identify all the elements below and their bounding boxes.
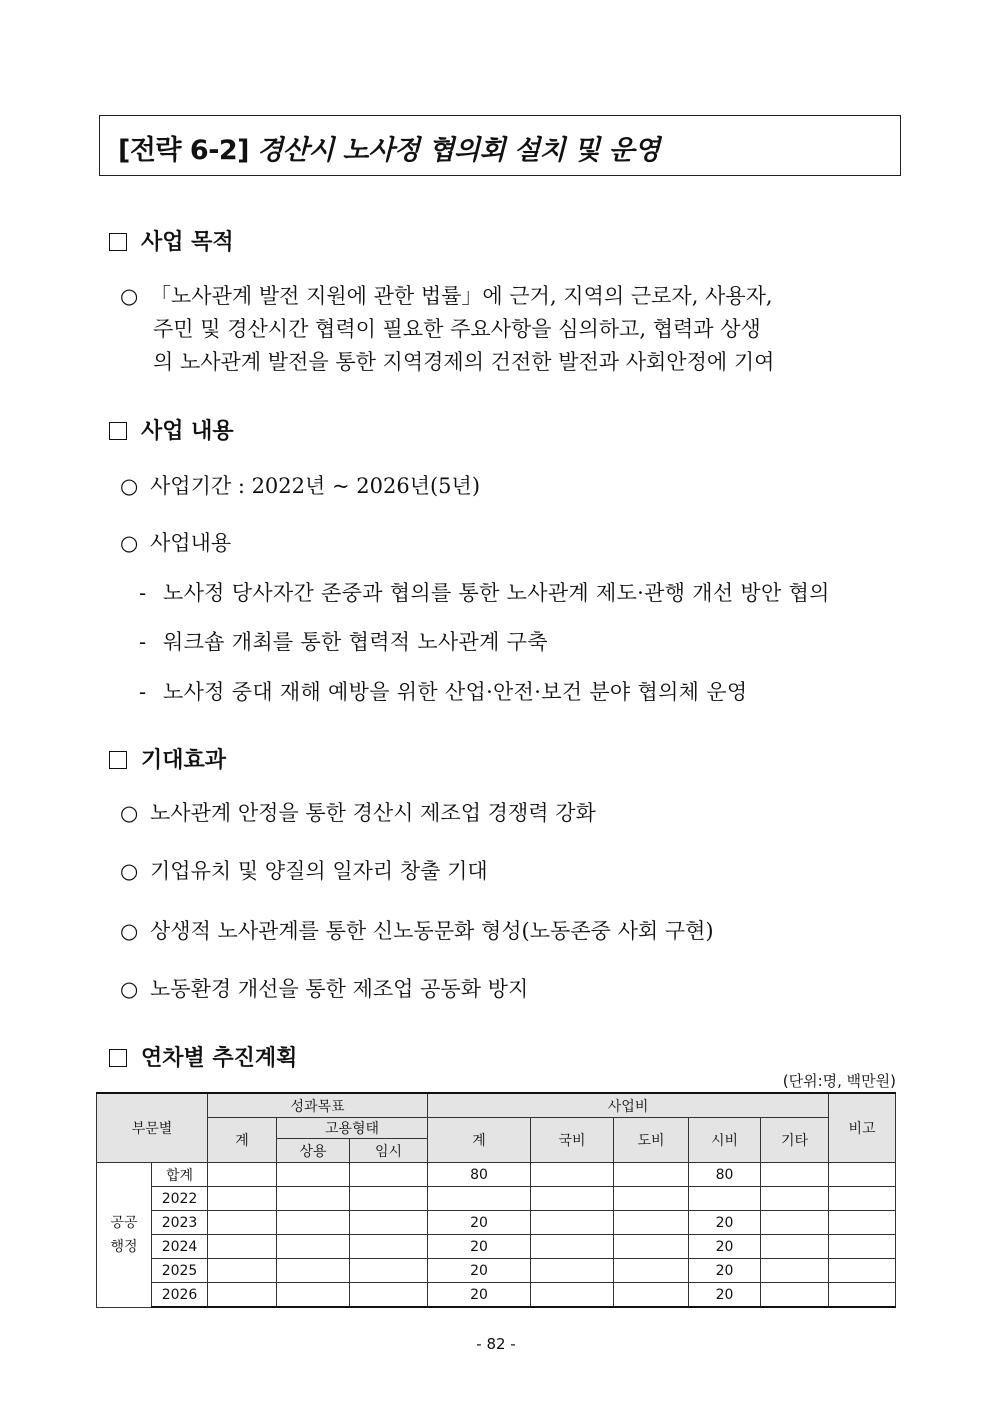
effect-item-3-text: 상생적 노사관계를 통한 신노동문화 형성(노동존중 사회 구현)	[150, 919, 714, 943]
header-budget-total: 계	[428, 1118, 531, 1163]
checkbox-square-icon	[109, 233, 127, 251]
cell-national	[531, 1163, 614, 1187]
content-item-3: - 노사정 중대 재해 예방을 위한 산업·안전·보건 분야 협의체 운영	[139, 680, 748, 704]
cell-goal-total	[208, 1235, 277, 1259]
cell-goal-total	[208, 1211, 277, 1235]
plan-table-body	[97, 1163, 896, 1308]
row-label: 2025	[152, 1259, 208, 1283]
header-temporary: 임시	[350, 1139, 428, 1163]
cell-other	[761, 1211, 829, 1235]
section-effects-title: 기대효과	[141, 747, 227, 773]
cell-national	[531, 1211, 614, 1235]
content-item-1-text: 노사정 당사자간 존중과 협의를 통한 노사관계 제도·관행 개선 방안 협의	[163, 581, 830, 605]
table-row	[97, 1187, 896, 1211]
cell-note	[829, 1187, 896, 1211]
group-label-line-1: 공공	[110, 1214, 138, 1231]
checkbox-square-icon	[109, 1049, 127, 1067]
cell-budget-total: 20	[428, 1259, 531, 1283]
content-period	[120, 470, 480, 500]
table-row	[97, 1163, 896, 1187]
cell-provincial	[614, 1235, 689, 1259]
content-item-1: - 노사정 당사자간 존중과 협의를 통한 노사관계 제도·관행 개선 방안 협의	[139, 581, 830, 605]
cell-other	[761, 1187, 829, 1211]
table-row	[97, 1235, 896, 1259]
header-goal: 성과목표	[208, 1093, 428, 1118]
section-effects-heading	[109, 743, 226, 774]
header-city: 시비	[689, 1118, 761, 1163]
cell-regular	[277, 1283, 350, 1308]
plan-table	[96, 1092, 896, 1308]
circle-bullet-icon: ○	[120, 474, 139, 498]
cell-provincial	[614, 1259, 689, 1283]
row-label: 합계	[152, 1163, 208, 1187]
checkbox-square-icon	[109, 422, 127, 440]
cell-temporary	[350, 1283, 428, 1308]
group-label-line-2: 행정	[110, 1238, 138, 1255]
effect-item-4-text: 노동환경 개선을 통한 제조업 공동화 방지	[150, 977, 529, 1001]
row-label: 2023	[152, 1211, 208, 1235]
cell-city: 20	[689, 1211, 761, 1235]
section-plan-title: 연차별 추진계획	[141, 1045, 298, 1071]
effect-item-1	[120, 797, 596, 827]
cell-regular	[277, 1259, 350, 1283]
cell-city: 20	[689, 1259, 761, 1283]
cell-note	[829, 1211, 896, 1235]
purpose-line-3: 의 노사관계 발전을 통한 지역경제의 건전한 발전과 사회안정에 기여	[153, 350, 775, 374]
cell-provincial	[614, 1187, 689, 1211]
section-purpose-heading	[109, 225, 234, 256]
row-label: 2026	[152, 1283, 208, 1308]
circle-bullet-icon: ○	[120, 977, 139, 1001]
cell-national	[531, 1259, 614, 1283]
cell-city: 20	[689, 1283, 761, 1308]
title-prefix: [전략 6-2]	[118, 135, 250, 166]
cell-budget-total: 80	[428, 1163, 531, 1187]
cell-note	[829, 1259, 896, 1283]
cell-provincial	[614, 1283, 689, 1308]
row-label: 2024	[152, 1235, 208, 1259]
cell-regular	[277, 1211, 350, 1235]
cell-other	[761, 1235, 829, 1259]
page-title	[118, 128, 660, 167]
effect-item-3	[120, 915, 714, 945]
circle-bullet-icon: ○	[120, 859, 139, 883]
header-national: 국비	[531, 1118, 614, 1163]
header-provincial: 도비	[614, 1118, 689, 1163]
section-purpose-title: 사업 목적	[141, 229, 234, 255]
cell-budget-total: 20	[428, 1283, 531, 1308]
effect-item-2	[120, 855, 488, 885]
cell-temporary	[350, 1235, 428, 1259]
cell-temporary	[350, 1259, 428, 1283]
purpose-line-2: 주민 및 경산시간 협력이 필요한 주요사항을 심의하고, 협력과 상생	[153, 317, 761, 341]
cell-note	[829, 1283, 896, 1308]
cell-goal-total	[208, 1283, 277, 1308]
cell-budget-total	[428, 1187, 531, 1211]
header-dept: 부문별	[97, 1093, 208, 1163]
content-item-2: - 워크숍 개최를 통한 협력적 노사관계 구축	[139, 630, 548, 654]
cell-note	[829, 1235, 896, 1259]
content-detail-title-text: 사업내용	[150, 531, 232, 555]
cell-regular	[277, 1163, 350, 1187]
header-regular: 상용	[277, 1139, 350, 1163]
effect-item-2-text: 기업유치 및 양질의 일자리 창출 기대	[150, 859, 488, 883]
cell-city: 80	[689, 1163, 761, 1187]
circle-bullet-icon: ○	[120, 919, 139, 943]
cell-regular	[277, 1187, 350, 1211]
title-main: 경산시 노사정 협의회 설치 및 운영	[257, 135, 660, 166]
checkbox-square-icon	[109, 751, 127, 769]
unit-note: (단위:명, 백만원)	[782, 1072, 896, 1090]
cell-national	[531, 1283, 614, 1308]
cell-other	[761, 1283, 829, 1308]
cell-budget-total: 20	[428, 1211, 531, 1235]
content-detail-title	[120, 527, 231, 557]
cell-other	[761, 1163, 829, 1187]
cell-temporary	[350, 1163, 428, 1187]
title-box	[99, 115, 901, 176]
header-employment: 고용형태	[277, 1118, 428, 1139]
circle-bullet-icon: ○	[120, 801, 139, 825]
table-row	[97, 1211, 896, 1235]
circle-bullet-icon: ○	[120, 531, 139, 555]
cell-other	[761, 1259, 829, 1283]
cell-budget-total: 20	[428, 1235, 531, 1259]
effect-item-1-text: 노사관계 안정을 통한 경산시 제조업 경쟁력 강화	[150, 801, 596, 825]
cell-national	[531, 1187, 614, 1211]
cell-provincial	[614, 1163, 689, 1187]
cell-goal-total	[208, 1187, 277, 1211]
cell-goal-total	[208, 1259, 277, 1283]
cell-note	[829, 1163, 896, 1187]
purpose-bullet	[120, 280, 773, 310]
cell-national	[531, 1235, 614, 1259]
section-content-heading	[109, 414, 234, 445]
effect-item-4	[120, 973, 528, 1003]
header-other: 기타	[761, 1118, 829, 1163]
content-item-2-text: 워크숍 개최를 통한 협력적 노사관계 구축	[163, 630, 548, 654]
table-row	[97, 1283, 896, 1308]
header-note: 비고	[829, 1093, 896, 1163]
cell-regular	[277, 1235, 350, 1259]
cell-temporary	[350, 1211, 428, 1235]
purpose-line-1: 「노사관계 발전 지원에 관한 법률」에 근거, 지역의 근로자, 사용자,	[150, 284, 773, 308]
content-item-3-text: 노사정 중대 재해 예방을 위한 산업·안전·보건 분야 협의체 운영	[163, 680, 748, 704]
cell-city: 20	[689, 1235, 761, 1259]
circle-bullet-icon: ○	[120, 284, 139, 308]
section-plan-heading	[109, 1041, 297, 1072]
cell-goal-total	[208, 1163, 277, 1187]
group-label	[97, 1163, 152, 1308]
content-period-text: 사업기간 : 2022년 ~ 2026년(5년)	[150, 474, 481, 498]
section-content-title: 사업 내용	[141, 418, 234, 444]
header-goal-total: 계	[208, 1118, 277, 1163]
page-number: - 82 -	[476, 1335, 516, 1353]
cell-temporary	[350, 1187, 428, 1211]
header-budget: 사업비	[428, 1093, 829, 1118]
cell-provincial	[614, 1211, 689, 1235]
cell-city	[689, 1187, 761, 1211]
table-row	[97, 1259, 896, 1283]
row-label: 2022	[152, 1187, 208, 1211]
